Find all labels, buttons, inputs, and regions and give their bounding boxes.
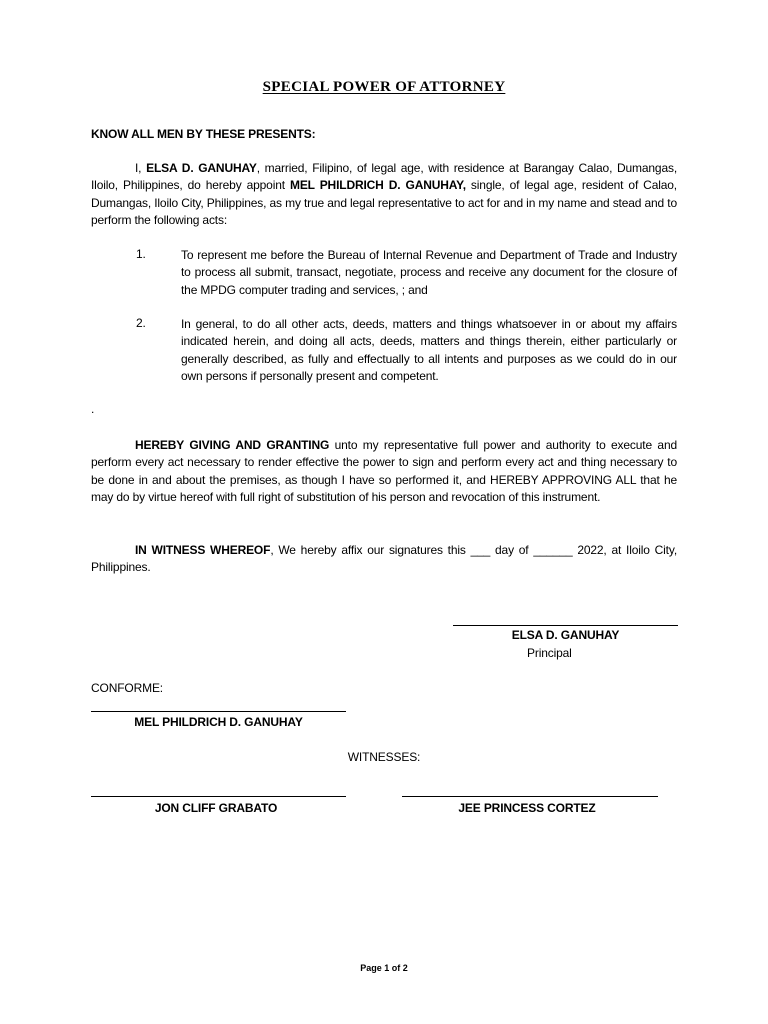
- principal-signature-line: [453, 625, 678, 626]
- principal-role: Principal: [527, 646, 572, 660]
- document-title: SPECIAL POWER OF ATTORNEY: [262, 79, 506, 95]
- granting-bold: HEREBY GIVING AND GRANTING: [135, 438, 330, 452]
- conforme-signature-line: [91, 711, 346, 712]
- witness-1-name: JON CLIFF GRABATO: [154, 801, 278, 815]
- witness-clause: [91, 542, 677, 577]
- opening-heading: KNOW ALL MEN BY THESE PRESENTS:: [91, 127, 316, 141]
- witness-2-name: JEE PRINCESS CORTEZ: [458, 801, 596, 815]
- intro-pronoun: I,: [135, 161, 147, 175]
- witness-2-signature-line: [402, 796, 658, 797]
- granting-text: unto my representative full power and authority to execute and perform every act necessary to render effective the power to sign and perform every act and thing necessary to be done in and about the premises, as though I have so performed it, and HEREBY APPROVING ALL that he may do by virtue hereof with full right of substitution of his person and revocation of this instrument.: [91, 438, 677, 504]
- item-text-2: In general, to do all other acts, deeds, matters and things whatsoever in or about my affairs indicated herein, and doing all acts, deeds, matters and things therein, either particularly or generally described, as fully and effectually to all intents and purposes as we could do in our own persons if personally present and competent.: [181, 317, 677, 383]
- conforme-name: MEL PHILDRICH D. GANUHAY: [134, 715, 303, 729]
- principal-name-inline: ELSA D. GANUHAY: [146, 161, 257, 175]
- item-text-1: To represent me before the Bureau of Internal Revenue and Department of Trade and Industry to process all submit, transact, negotiate, process and receive any document for the closure of the MPDG computer trading and services, ; and: [181, 248, 677, 297]
- witnesses-label: WITNESSES:: [347, 750, 421, 764]
- page-number: Page 1 of 2: [360, 963, 408, 973]
- witness-clause-bold: IN WITNESS WHEREOF: [135, 543, 271, 557]
- intro-paragraph: [91, 160, 677, 229]
- conforme-label: CONFORME:: [91, 681, 163, 695]
- granting-paragraph: [91, 437, 677, 506]
- intro-text-1: , married, Filipino, of legal age, with residence at Barangay Calao, Dumangas, Iloilo, Philippines, do hereby appoint: [91, 161, 678, 193]
- witness-clause-text: , We hereby affix our signatures this ___ day of ______ 2022, at Iloilo City, Philippines.: [91, 543, 678, 575]
- item-number-1: 1.: [136, 247, 146, 261]
- agent-name-inline: MEL PHILDRICH D. GANUHAY,: [289, 178, 466, 193]
- stray-period: .: [91, 402, 95, 416]
- item-number-2: 2.: [136, 316, 146, 330]
- principal-name: ELSA D. GANUHAY: [511, 628, 620, 642]
- witness-1-signature-line: [91, 796, 346, 797]
- intro-text-2: single, of legal age, resident of Calao, Dumangas, Iloilo City, Philippines, as my true and legal representative to act for and in my name and stead and to perform the following acts:: [91, 178, 677, 227]
